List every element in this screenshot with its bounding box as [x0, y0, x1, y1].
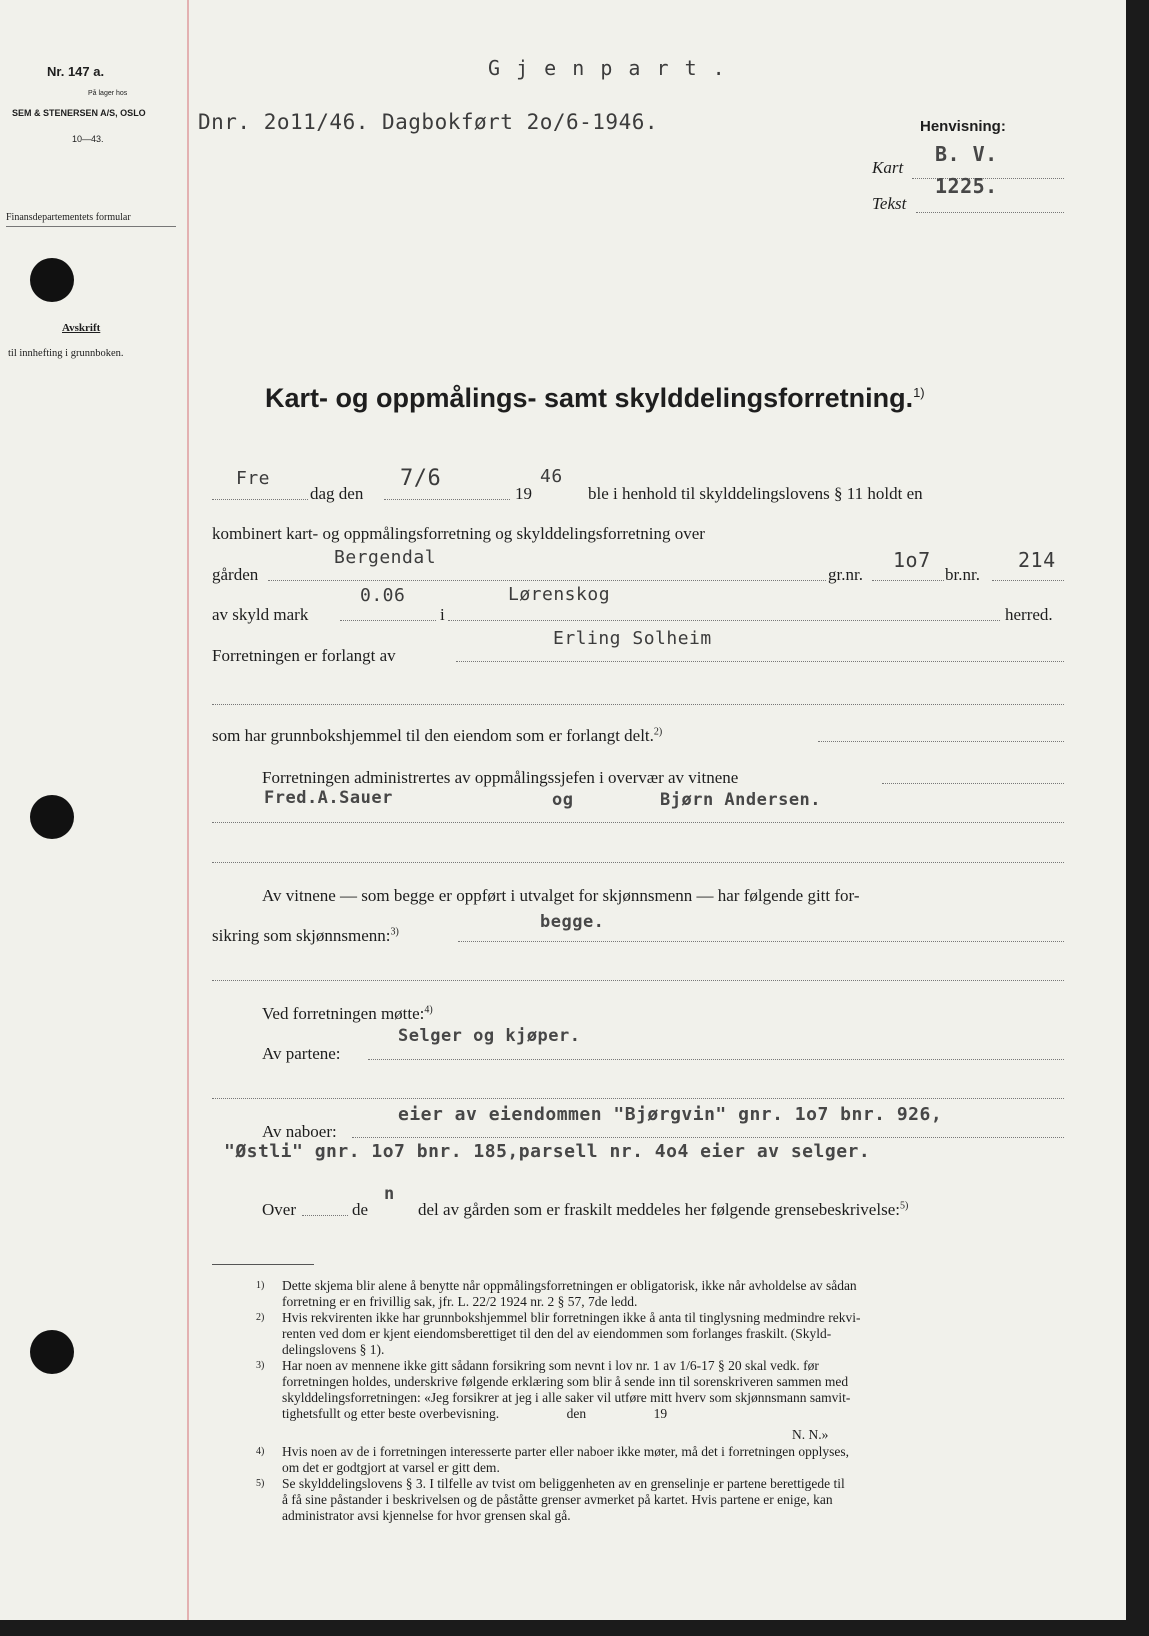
skyld-dots — [340, 620, 436, 621]
footnote-1-line: forretning er en frivillig sak, jfr. L. 22/2 1924 nr. 2 § 57, 7de ledd. — [282, 1294, 638, 1309]
footnote-rule — [212, 1264, 314, 1265]
naboer-label: Av naboer: — [262, 1122, 337, 1141]
footnote-2-mark: 2) — [256, 1312, 265, 1323]
footnote-5-line: administrator avsi kjennelse for hvor grensen skal gå. — [282, 1508, 571, 1523]
partene-value: Selger og kjøper. — [398, 1026, 581, 1046]
partene-label: Av partene: — [262, 1044, 341, 1063]
footnote-5-line: å få sine påstander i beskrivelsen og de påståtte grenser avmerket på kartet. Hvis partene er enige, kan — [282, 1492, 833, 1507]
punch-hole-top — [30, 258, 74, 302]
footnote-3-line: Har noen av mennene ikke gitt sådann forsikring som nevnt i lov nr. 1 av 1/6-17 § 20 skal vedk. før — [282, 1358, 819, 1373]
over-label: Over — [262, 1200, 296, 1219]
ministry-label: Finansdepartementets formular — [6, 212, 131, 223]
grnr-label: gr.nr. — [828, 565, 863, 584]
motte-ref: 4) — [424, 1004, 433, 1016]
reference-line: Dnr. 2o11/46. Dagbokført 2o/6-1946. — [198, 110, 659, 134]
copy-note: til innhefting i grunnboken. — [8, 348, 124, 359]
grnr-value: 1o7 — [893, 548, 931, 572]
i-label: i — [440, 605, 445, 624]
naboer-line-1: eier av eiendommen "Bjørgvin" gnr. 1o7 bnr. 926, — [398, 1104, 943, 1125]
vitner-value: begge. — [540, 912, 605, 932]
publisher-line1: På lager hos — [88, 90, 128, 97]
herred-label: herred. — [1005, 605, 1053, 624]
motte-label: Ved forretningen møtte: — [262, 1004, 425, 1023]
over-line-rest — [418, 1200, 908, 1220]
witness-og: og — [552, 790, 574, 810]
over-rest: del av gården som er fraskilt meddeles her følgende grensebeskrivelse: — [418, 1200, 900, 1219]
weekday-value: Fre — [236, 468, 271, 489]
weekday-dots — [212, 499, 308, 500]
hjemmel-dots — [818, 741, 1064, 742]
hjemmel-line — [212, 726, 662, 746]
hjemmel-ref: 2) — [653, 726, 663, 738]
witness-dots — [212, 822, 1064, 823]
reference-label: Henvisning: — [920, 118, 1006, 135]
document-title — [265, 383, 925, 414]
vitner-dots — [458, 941, 1064, 942]
witness-1: Fred.A.Sauer — [264, 788, 393, 808]
dag-label: dag den — [310, 484, 364, 503]
motte-line — [262, 1004, 433, 1024]
naboer-line-2: "Østli" gnr. 1o7 bnr. 185,parsell nr. 4o4 eier av selger. — [224, 1141, 871, 1162]
brnr-label: br.nr. — [945, 565, 980, 584]
date-line-rest: ble i henhold til skylddelingslovens § 11 holdt en — [588, 484, 923, 503]
witness-2: Bjørn Andersen. — [660, 790, 822, 810]
vitner-line-1: Av vitnene — som begge er oppført i utvalget for skjønnsmenn — har følgende gitt for- — [262, 886, 860, 905]
blank-dots-2 — [212, 862, 1064, 863]
requested-by: Erling Solheim — [553, 628, 712, 649]
skyld-label: av skyld mark — [212, 605, 309, 624]
year-value: 46 — [540, 466, 563, 487]
vitner-ref: 3) — [390, 926, 399, 938]
garden-dots — [268, 580, 826, 581]
footnote-5-mark: 5) — [256, 1478, 265, 1489]
copy-label: Avskrift — [62, 322, 101, 334]
blank-dots-1 — [212, 704, 1064, 705]
blank-dots-3 — [212, 980, 1064, 981]
herred-dots — [448, 620, 1000, 621]
vitner-line-2 — [212, 926, 399, 946]
brnr-dots — [992, 580, 1064, 581]
admin-line: Forretningen administrertes av oppmålingssjefen i overvær av vitnene — [262, 768, 739, 787]
partene-dots — [368, 1059, 1064, 1060]
footnote-4-line: Hvis noen av de i forretningen interesserte parter eller naboer ikke møter, må det i forretningen opplyses, — [282, 1444, 850, 1459]
punch-hole-middle — [30, 795, 74, 839]
footnote-1-mark: 1) — [256, 1280, 265, 1291]
title-footnote-ref: 1) — [913, 385, 925, 400]
margin-rule — [187, 0, 189, 1620]
copy-marker: G j e n p a r t . — [488, 56, 727, 80]
kart-label: Kart — [872, 158, 904, 177]
ref-value: B. V. — [935, 142, 998, 166]
requested-dots — [456, 661, 1064, 662]
grnr-dots — [872, 580, 944, 581]
admin-dots — [882, 783, 1064, 784]
date-dots — [384, 499, 510, 500]
hjemmel-text: som har grunnbokshjemmel til den eiendom som er forlangt delt. — [212, 726, 654, 745]
ministry-rule — [6, 226, 176, 227]
footnote-3-signature: N. N.» — [792, 1427, 829, 1442]
description-line: kombinert kart- og oppmålingsforretning og skylddelingsforretning over — [212, 524, 705, 543]
footnote-1-line: Dette skjema blir alene å benytte når oppmålingsforretningen er obligatorisk, ikke når avholdelse av sådan — [282, 1278, 857, 1293]
tekst-dots — [916, 212, 1064, 213]
footnote-5-line: Se skylddelingslovens § 3. I tilfelle av tvist om beliggenheten av en grenselinje er partene berettigede til — [282, 1476, 845, 1491]
naboer-dots — [352, 1137, 1064, 1138]
garden-label: gården — [212, 565, 259, 584]
footnote-3-line: forretningen holdes, underskrive følgende erklæring som blir å sende inn til sorenskriveren sammen med — [282, 1374, 849, 1389]
de-label: de — [352, 1200, 369, 1219]
over-ref: 5) — [899, 1200, 909, 1212]
tekst-label: Tekst — [872, 194, 907, 213]
form-number: Nr. 147 a. — [47, 64, 105, 79]
punch-hole-bottom — [30, 1330, 74, 1374]
blank-dots-4 — [212, 1098, 1064, 1099]
form-date-code: 10—43. — [72, 134, 104, 144]
footnote-2-line: delingslovens § 1). — [282, 1342, 385, 1357]
footnote-2-line: Hvis rekvirenten ikke har grunnbokshjemmel blir forretningen ikke å anta til tinglysning medmindre rekvi- — [282, 1310, 861, 1325]
de-value: n — [384, 1184, 395, 1204]
over-dots — [302, 1215, 348, 1216]
footnote-4-mark: 4) — [256, 1446, 265, 1457]
requested-label: Forretningen er forlangt av — [212, 646, 396, 665]
footnote-2-line: renten ved dom er kjent eiendomsberettiget til den del av eiendommen som forlanges fraskilt. (Skyld- — [282, 1326, 832, 1341]
publisher-line2: SEM & STENERSEN A/S, OSLO — [12, 108, 146, 118]
footnote-3-line: skylddelingsforretningen: «Jeg forsikrer at jeg i alle saker vil utføre mitt hverv som skjønnsmann samvit- — [282, 1390, 851, 1405]
herred-name: Lørenskog — [508, 584, 611, 605]
date-value: 7/6 — [400, 466, 442, 491]
footnote-3-line: tighetsfullt og etter beste overbevisning. den 19 — [282, 1406, 668, 1421]
skyld-value: 0.06 — [360, 585, 406, 606]
kart-value: 1225. — [935, 174, 998, 198]
document-title-text: Kart- og oppmålings- samt skylddelingsforretning. — [265, 383, 914, 413]
year-prefix: 19 — [515, 484, 532, 503]
footnote-3-mark: 3) — [256, 1360, 265, 1371]
brnr-value: 214 — [1018, 548, 1056, 572]
farm-name: Bergendal — [334, 547, 437, 568]
vitner-label: sikring som skjønnsmenn: — [212, 926, 391, 945]
footnote-4-line: om det er godtgjort at varsel er gitt dem. — [282, 1460, 500, 1475]
